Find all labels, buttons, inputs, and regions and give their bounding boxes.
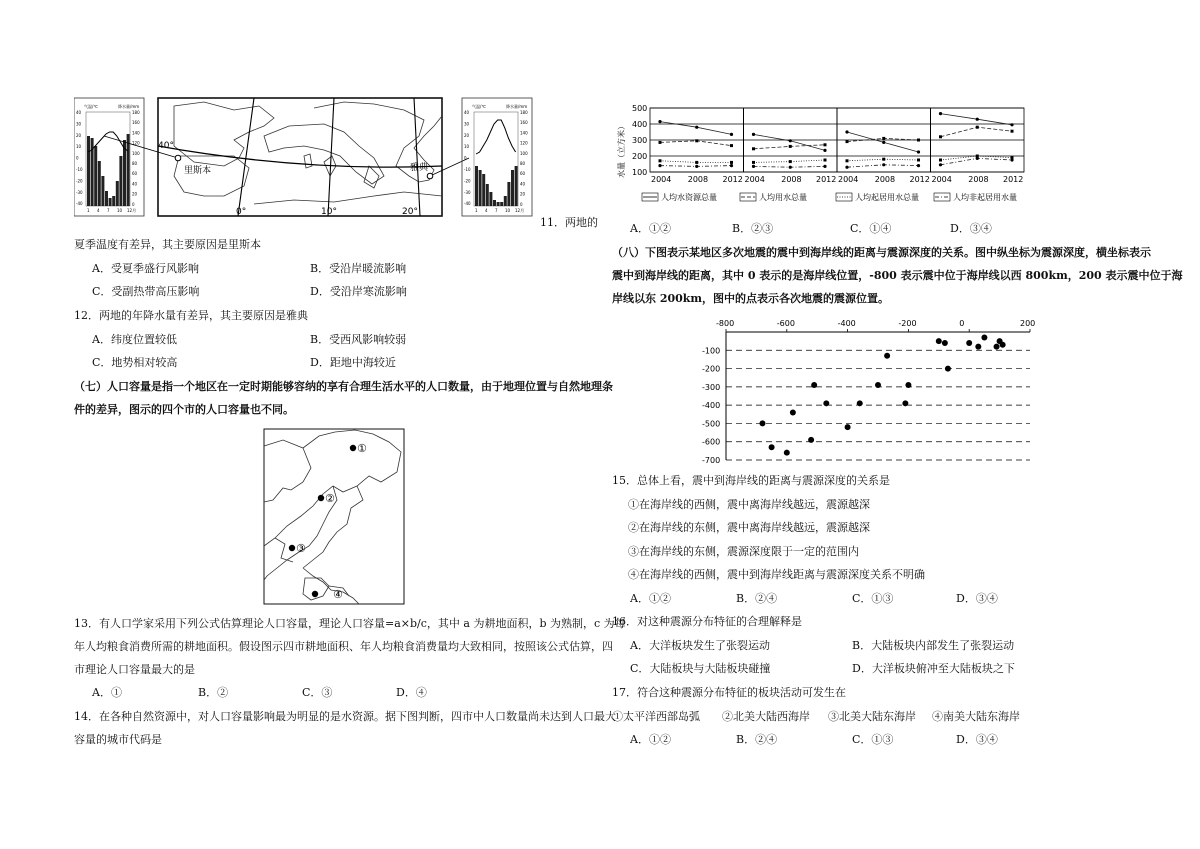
y-tick-label: -100 — [702, 346, 721, 356]
data-point — [695, 165, 698, 168]
data-point — [789, 160, 792, 163]
data-point — [659, 159, 662, 162]
q14-option-d[interactable]: D．③④ — [950, 222, 992, 235]
quake-point — [905, 382, 911, 388]
precip-bar — [116, 181, 119, 206]
temp-unit: 气温/℃ — [84, 104, 98, 109]
precip-tick: 100 — [520, 150, 528, 156]
quake-point — [966, 340, 972, 346]
q11-option-b[interactable]: B．受沿岸暖流影响 — [310, 262, 407, 275]
precip-tick: 120 — [520, 140, 528, 146]
data-point — [917, 150, 920, 153]
q17-item-2: ②北美大陆西海岸 — [722, 710, 810, 723]
city-label-1: ① — [357, 442, 367, 455]
section7-intro: （七）人口容量是指一个地区在一定时期能够容纳的享有合理生活水平的人口数量，由于地理位置与自然地理条 — [74, 380, 613, 393]
data-point — [882, 141, 885, 144]
water-ylabel: 水量（立方米） — [617, 122, 626, 178]
legend-label: 人均水资源总量 — [661, 193, 717, 202]
series-line — [754, 134, 826, 150]
data-point — [752, 161, 755, 164]
x-tick-label: -200 — [898, 319, 917, 328]
q15-item-4: ④在海岸线的西侧，震中到海岸线距离与震源深度关系不明确 — [628, 568, 925, 581]
precip-bar — [489, 192, 492, 206]
section8-intro-2: 震中到海岸线的距离，其中 0 表示的是海岸线位置，-800 表示震中位于海岸线以西 800km，200 表示震中位于海 — [612, 269, 1183, 282]
precip-bar — [112, 196, 115, 206]
data-point — [1011, 130, 1014, 133]
q14-stem-2: 容量的城市代码是 — [74, 733, 162, 746]
data-point — [882, 163, 885, 166]
data-point — [789, 166, 792, 169]
month-tick: 7 — [107, 208, 110, 213]
europe-figure — [74, 96, 540, 220]
lon-label-20: 20° — [402, 207, 418, 217]
temp-tick: -30 — [464, 189, 471, 195]
y-tick-label: 300 — [632, 136, 648, 145]
quake-point — [945, 366, 951, 372]
lon-label-10: 10° — [321, 207, 337, 217]
temp-tick: 40 — [464, 110, 470, 115]
quake-point — [823, 400, 829, 406]
x-tick-label: 2008 — [968, 175, 989, 184]
precip-bar — [507, 182, 510, 206]
temp-tick: -10 — [76, 167, 83, 172]
city-athens-label: 雅典 — [410, 163, 429, 173]
q14-stem-1: 14．在各种自然资源中，对人口容量影响最为明显的是水资源。据下图判断，四市中人口数量尚未达到人口最大 — [74, 710, 616, 723]
month-tick: 1 — [475, 208, 478, 213]
q13-stem-3: 市理论人口容量最大的是 — [74, 663, 195, 676]
quake-point — [994, 344, 1000, 350]
precip-tick: 180 — [132, 110, 140, 115]
city-lisbon-label: 里斯本 — [184, 166, 212, 176]
x-tick-label: 2008 — [781, 175, 802, 184]
q13-option-d[interactable]: D．④ — [396, 686, 427, 699]
precip-bar — [94, 146, 97, 206]
climograph-left — [74, 98, 144, 216]
data-point — [882, 158, 885, 161]
climograph-right — [462, 98, 532, 216]
quake-point — [936, 338, 942, 344]
month-tick: 4 — [97, 208, 100, 213]
data-point — [1010, 123, 1013, 126]
data-point — [882, 137, 885, 140]
data-point — [976, 118, 979, 121]
data-point — [939, 163, 942, 166]
q15-stem: 15．总体上看，震中到海岸线的距离与震源深度的关系是 — [612, 474, 890, 487]
q11-option-c[interactable]: C．受副热带高压影响 — [92, 285, 200, 298]
q12-option-a[interactable]: A．纬度位置较低 — [92, 333, 177, 346]
data-point — [824, 159, 827, 162]
data-point — [730, 133, 733, 136]
x-tick-label: -600 — [776, 319, 795, 328]
q17-item-3: ③北美大陆东海岸 — [828, 710, 916, 723]
q11-option-a[interactable]: A．受夏季盛行风影响 — [92, 262, 199, 275]
y-tick-label: -400 — [702, 401, 721, 411]
q15-option-c[interactable]: C．①③ — [852, 592, 894, 605]
y-tick-label: -200 — [702, 364, 721, 374]
temp-tick: 30 — [76, 121, 82, 127]
q16-option-c[interactable]: C．大陆板块与大陆板块碰撞 — [630, 662, 771, 675]
temp-tick: 0 — [464, 155, 467, 161]
data-point — [917, 164, 920, 167]
precip-bar — [486, 184, 489, 206]
data-point — [917, 139, 920, 142]
data-point — [845, 130, 848, 133]
precip-tick: 160 — [132, 120, 140, 126]
q16-stem: 16．对这种震源分布特征的合理解释是 — [612, 615, 802, 628]
data-point — [846, 140, 849, 143]
precip-bar — [127, 134, 130, 206]
quake-point — [875, 382, 881, 388]
temp-tick: -40 — [464, 201, 471, 207]
city-label-4: ④ — [333, 588, 343, 601]
q15-option-d[interactable]: D．③④ — [956, 592, 998, 605]
data-point — [752, 147, 755, 150]
x-tick-label: 0 — [959, 319, 965, 328]
x-tick-label: -800 — [716, 319, 735, 328]
q17-item-1: ①太平洋西部岛弧 — [612, 710, 700, 723]
precip-tick: 40 — [520, 181, 526, 187]
precip-bar — [101, 176, 104, 206]
q12-option-c[interactable]: C．地势相对较高 — [92, 356, 178, 369]
temp-tick: -10 — [464, 167, 471, 172]
data-point — [976, 157, 979, 160]
data-point — [917, 159, 920, 162]
q13-option-c[interactable]: C．③ — [302, 686, 333, 699]
month-tick: 10 — [117, 208, 123, 213]
data-point — [695, 161, 698, 164]
month-tick: 7 — [495, 208, 498, 213]
month-tick: 12月 — [515, 208, 525, 213]
y-tick-label: -500 — [702, 419, 721, 429]
q15-option-a[interactable]: A．①② — [630, 592, 671, 605]
data-point — [846, 159, 849, 162]
lon-label-0: 0° — [236, 207, 247, 217]
precip-bar — [504, 196, 507, 206]
data-point — [695, 139, 698, 142]
city-label-2: ② — [325, 492, 335, 505]
month-tick: 12月 — [127, 208, 137, 213]
precip-bar — [98, 161, 101, 206]
precip-tick: 80 — [132, 161, 138, 166]
quake-point — [759, 420, 765, 426]
precip-bar — [109, 198, 112, 206]
quake-point — [857, 400, 863, 406]
data-point — [658, 120, 661, 123]
temp-tick: 30 — [464, 121, 470, 127]
quake-point — [884, 353, 890, 359]
precip-bar — [497, 202, 500, 206]
q13-stem-2: 年人均粮食消费所需的耕地面积。假设图示四市耕地面积、年人均粮食消费量均大致相同，按照该公式估算，四 — [74, 640, 613, 653]
precip-bar — [500, 202, 503, 206]
q13-stem-1: 13．有人口学家采用下列公式估算理论人口容量，理论人口容量=a×b/c，其中 a 为耕地面积，b 为熟制，c 为每 — [74, 617, 626, 630]
section8-intro-1: （八）下图表示某地区多次地震的震中到海岸线的距离与震源深度的关系。图中纵坐标为震源深度，横坐标表示 — [612, 246, 1151, 259]
x-tick-label: 200 — [1020, 319, 1036, 328]
x-tick-label: 2012 — [722, 175, 743, 184]
europe-map — [104, 98, 469, 217]
y-tick-label: -300 — [702, 382, 721, 392]
precip-tick: 160 — [520, 120, 528, 126]
y-tick-label: -700 — [702, 456, 721, 465]
q15-item-1: ①在海岸线的西侧，震中离海岸线越远，震源越深 — [628, 498, 870, 511]
quake-point — [769, 444, 775, 450]
quake-point — [902, 400, 908, 406]
data-point — [824, 143, 827, 146]
precip-tick: 120 — [132, 140, 140, 146]
y-tick-label: 100 — [632, 168, 648, 177]
precip-bar — [515, 166, 518, 206]
data-point — [789, 145, 792, 148]
q16-option-b[interactable]: B．大陆板块内部发生了张裂运动 — [852, 639, 1015, 652]
precip-bar — [493, 200, 496, 206]
q12-option-b[interactable]: B．受西风影响较弱 — [310, 333, 407, 346]
data-point — [1010, 158, 1013, 161]
precip-tick: 140 — [132, 130, 140, 136]
precip-bar — [475, 166, 478, 206]
temp-tick: 0 — [76, 155, 79, 161]
precip-tick: 20 — [520, 191, 526, 197]
quake-point — [808, 437, 814, 443]
data-point — [939, 112, 942, 115]
temp-unit: 气温/℃ — [472, 104, 486, 109]
quake-point — [1000, 342, 1006, 348]
quake-point — [784, 450, 790, 456]
temp-tick: -20 — [464, 178, 471, 184]
quake-point — [981, 334, 987, 340]
precip-bar — [105, 191, 108, 206]
data-point — [939, 135, 942, 138]
q17-option-a[interactable]: A．①② — [630, 733, 671, 746]
q13-option-a[interactable]: A．① — [92, 686, 122, 699]
data-point — [823, 149, 826, 152]
data-point — [730, 161, 733, 164]
x-tick-label: 2012 — [1003, 175, 1024, 184]
q11-option-d[interactable]: D．受沿岸寒流影响 — [310, 285, 407, 298]
q17-option-b[interactable]: B．②④ — [736, 733, 778, 746]
temp-tick: 20 — [76, 132, 82, 138]
precip-bar — [119, 156, 122, 206]
precip-tick: 140 — [520, 130, 528, 136]
q15-option-b[interactable]: B．②④ — [736, 592, 778, 605]
y-tick-label: -600 — [702, 437, 721, 447]
section7-intro-cont: 件的差异，图示的四个市的人口容量也不同。 — [74, 403, 294, 416]
q12-option-d[interactable]: D．距地中海较近 — [310, 356, 396, 369]
precip-bar — [482, 174, 485, 206]
temp-tick: -40 — [76, 201, 83, 207]
q17-option-d[interactable]: D．③④ — [956, 733, 998, 746]
x-tick-label: -400 — [837, 319, 856, 328]
quake-point — [942, 340, 948, 346]
x-tick-label: 2004 — [931, 175, 952, 184]
x-tick-label: 2004 — [838, 175, 859, 184]
precip-tick: 180 — [520, 110, 528, 115]
quake-point — [975, 344, 981, 350]
data-point — [752, 133, 755, 136]
data-point — [752, 165, 755, 168]
legend-label: 人均用水总量 — [759, 193, 807, 202]
data-point — [730, 144, 733, 147]
quake-point — [811, 382, 817, 388]
q11-stem-end: 11．两地的 — [540, 216, 598, 229]
legend-label: 人均起居用水总量 — [855, 193, 919, 202]
temp-tick: -30 — [76, 189, 83, 195]
q14-option-b[interactable]: B．②③ — [732, 222, 774, 235]
q16-option-a[interactable]: A．大洋板块发生了张裂运动 — [630, 639, 770, 652]
q17-stem: 17．符合这种震源分布特征的板块活动可发生在 — [612, 686, 846, 699]
data-point — [658, 164, 661, 167]
precip-tick: 80 — [520, 161, 526, 166]
x-tick-label: 2012 — [816, 175, 837, 184]
y-tick-label: 400 — [632, 120, 648, 129]
q12-stem: 12．两地的年降水量有差异，其主要原因是雅典 — [74, 309, 308, 322]
precip-unit: 降水量/mm — [118, 104, 140, 109]
precip-tick: 40 — [132, 181, 138, 187]
x-tick-label: 2004 — [651, 175, 672, 184]
data-point — [845, 166, 848, 169]
precip-tick: 0 — [132, 201, 135, 207]
precip-tick: 0 — [520, 201, 523, 207]
temp-tick: -20 — [76, 178, 83, 184]
latitude-label: 40° — [158, 141, 174, 151]
precip-unit: 降水量/mm — [506, 104, 528, 109]
data-point — [823, 165, 826, 168]
temp-tick: 40 — [76, 110, 82, 115]
month-tick: 10 — [505, 208, 511, 213]
month-tick: 1 — [87, 208, 90, 213]
water-chart — [612, 100, 1028, 210]
x-tick-label: 2004 — [744, 175, 765, 184]
data-point — [730, 164, 733, 167]
q14-option-a[interactable]: A．①② — [630, 222, 671, 235]
precip-tick: 100 — [132, 150, 140, 156]
temp-tick: 10 — [76, 144, 82, 150]
data-point — [976, 126, 979, 129]
q16-option-d[interactable]: D．大洋板块俯冲至大陆板块之下 — [852, 662, 1015, 675]
quake-point — [845, 424, 851, 430]
y-tick-label: 200 — [632, 152, 648, 161]
q17-option-c[interactable]: C．①③ — [852, 733, 894, 746]
x-tick-label: 2008 — [687, 175, 709, 184]
q15-item-3: ③在海岸线的东侧，震源深度限于一定的范围内 — [628, 545, 859, 558]
quake-point — [790, 409, 796, 415]
x-tick-label: 2008 — [874, 175, 896, 184]
q11-stem: 夏季温度有差异，其主要原因是里斯本 — [74, 238, 261, 251]
section8-intro-3: 岸线以东 200km，图中的点表示各次地震的震源位置。 — [612, 292, 890, 305]
q13-option-b[interactable]: B．② — [198, 686, 229, 699]
legend-label: 人均非起居用水量 — [953, 193, 1017, 202]
month-tick: 4 — [485, 208, 488, 213]
precip-tick: 60 — [132, 171, 138, 177]
cities-map — [263, 428, 405, 606]
temp-tick: 10 — [464, 144, 470, 150]
temp-tick: 20 — [464, 132, 470, 138]
city-label-3: ③ — [296, 542, 306, 555]
data-point — [789, 139, 792, 142]
data-point — [939, 159, 942, 162]
precip-tick: 60 — [520, 171, 526, 177]
precip-bar — [479, 170, 482, 206]
x-tick-label: 2012 — [909, 175, 930, 184]
q17-item-4: ④南美大陆东海岸 — [932, 710, 1020, 723]
precip-bar — [511, 170, 514, 206]
q15-item-2: ②在海岸线的东侧，震中离海岸线越远，震源越深 — [628, 521, 870, 534]
precip-tick: 20 — [132, 191, 138, 197]
y-tick-label: 500 — [632, 104, 648, 113]
data-point — [659, 141, 662, 144]
precip-bar — [87, 136, 90, 206]
q14-option-c[interactable]: C．①④ — [850, 222, 892, 235]
data-point — [695, 126, 698, 129]
quake-chart — [690, 314, 1040, 468]
